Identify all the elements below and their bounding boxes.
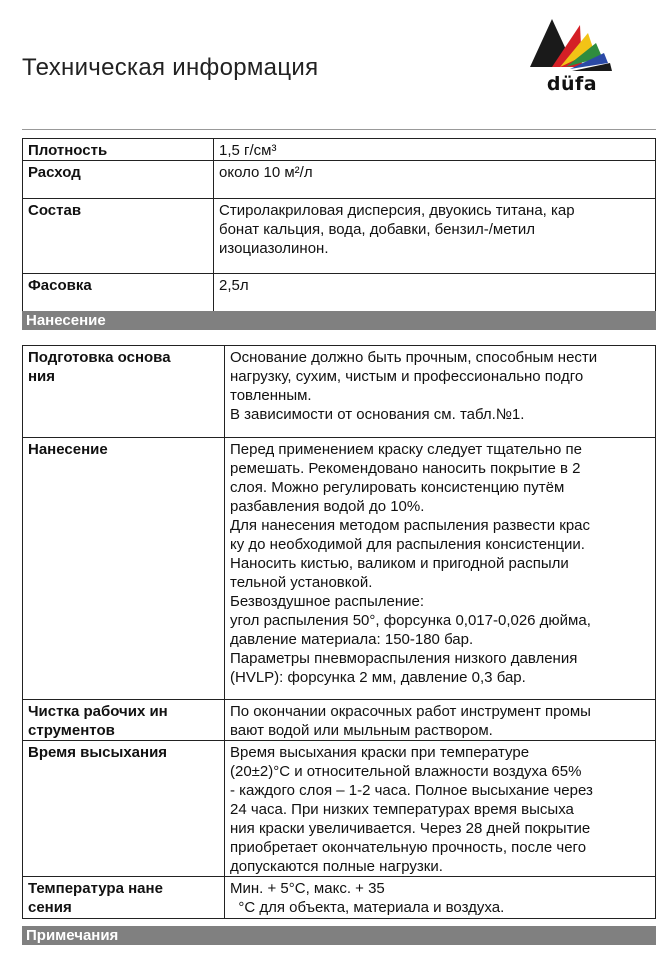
row-label: Фасовка [23,274,214,316]
table-row [23,139,656,161]
row-label: Нанесение [23,438,225,700]
title-divider [22,129,656,130]
table-row [23,161,656,199]
row-value: 1,5 г/см³ [214,139,656,161]
section-header-notes: Примечания [22,926,656,945]
row-label: Чистка рабочих ин струментов [23,700,225,741]
row-value: Стиролакриловая дисперсия, двуокись титана, кар бонат кальция, вода, добавки, бензил-/метил изоциазолинон. [214,199,656,274]
table-row [23,438,656,700]
row-value: По окончании окрасочных работ инструмент промы вают водой или мыльным раствором. [225,700,656,741]
table-row [23,700,656,741]
row-value: Мин. + 5°C, макс. + 35 °C для объекта, материала и воздуха. [225,877,656,919]
page-title: Техническая информация [22,54,319,81]
application-table [22,345,656,919]
row-label: Плотность [23,139,214,161]
properties-table [22,138,656,316]
row-label: Расход [23,161,214,199]
section-header-application: Нанесение [22,311,656,330]
row-value: около 10 м²/л [214,161,656,199]
logo-text: düfa [546,73,598,95]
row-value: Перед применением краску следует тщательно пе ремешать. Рекомендовано наносить покрытие в 2 слоя. Можно регулировать консистенцию путём разбавления водой до 10%. Для нанесения методом распыления развести крас ку до необходимой для распыления консистенции. Наносить кистью, валиком и пригодной распыли тельной установкой. Безвоздушное распыление: угол распыления 50°, форсунка 0,017-0,026 дюйма, давление материала: 150-180 бар. Параметры пневмораспыления низкого давления (HVLP): форсунка 2 мм, давление 0,3 бар. [225,438,656,700]
row-label: Подготовка основа ния [23,346,225,438]
table-row [23,741,656,877]
row-label: Состав [23,199,214,274]
color-fan-icon [522,15,622,75]
row-value: Время высыхания краски при температуре (20±2)°C и относительной влажности воздуха 65% - каждого слоя – 1-2 часа. Полное высыхание через 24 часа. При низких температурах время высыха ния краски увеличивается. Через 28 дней покрытие приобретает окончательную прочность, после чего допускаются полные нагрузки. [225,741,656,877]
row-label: Температура нане сения [23,877,225,919]
row-value: Основание должно быть прочным, способным нести нагрузку, сухим, чистым и профессионально подго товленным. В зависимости от основания см. табл.№1. [225,346,656,438]
row-label: Время высыхания [23,741,225,877]
table-row [23,199,656,274]
table-row [23,877,656,919]
dufa-logo [522,15,626,99]
table-row [23,274,656,316]
row-value: 2,5л [214,274,656,316]
table-row [23,346,656,438]
